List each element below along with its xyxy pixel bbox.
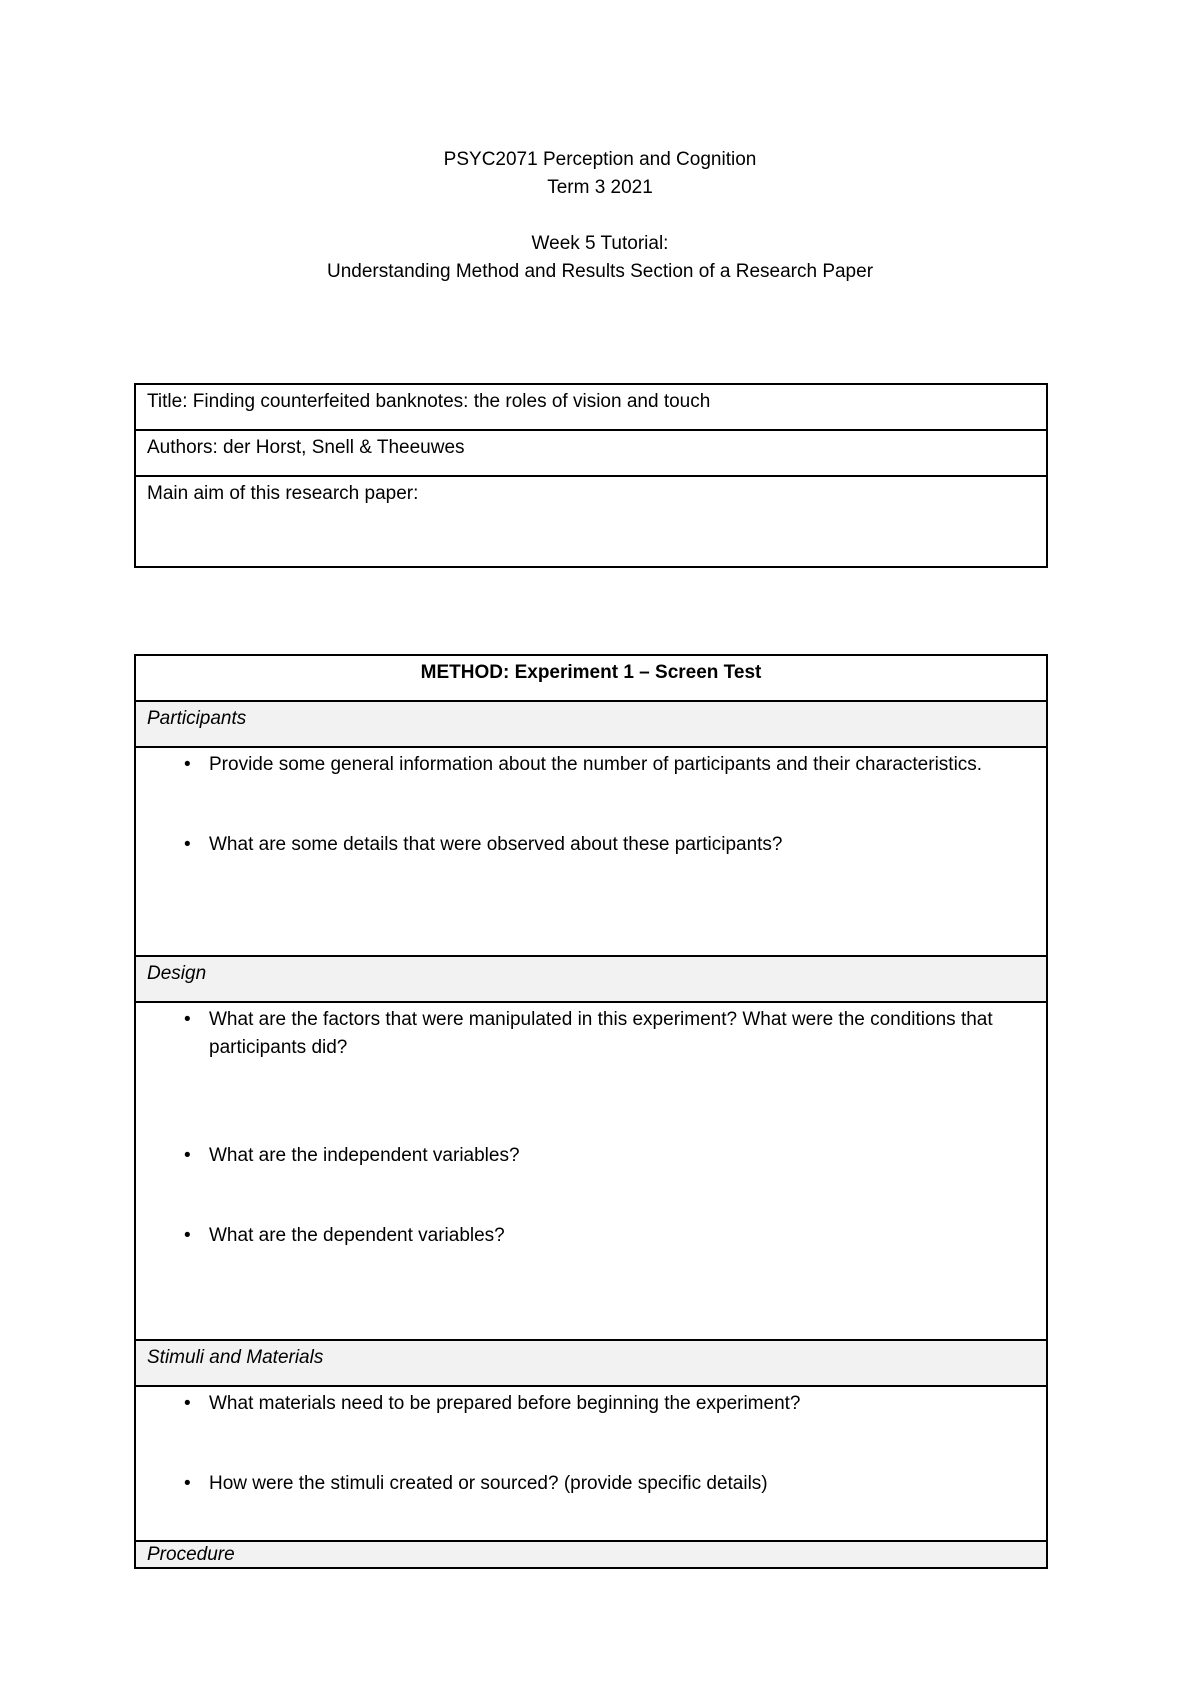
method-heading: METHOD: Experiment 1 – Screen Test: [135, 655, 1047, 701]
list-item: [147, 1006, 1035, 1062]
week-label: Week 5 Tutorial:: [531, 233, 669, 254]
question-text: How were the stimuli created or sourced? (provide specific details): [209, 1473, 768, 1494]
section-label-stimuli: Stimuli and Materials: [135, 1340, 1047, 1386]
term-label: Term 3 2021: [547, 177, 653, 198]
table-row: [135, 701, 1047, 747]
table-row: [135, 384, 1047, 430]
bullet-icon: •: [184, 1473, 191, 1494]
question-text: What are the dependent variables?: [209, 1225, 505, 1246]
question-text: Provide some general information about the number of participants and their characteristics.: [209, 754, 983, 775]
bullet-icon: •: [184, 754, 191, 775]
question-text: What are the independent variables?: [209, 1145, 520, 1166]
table-row: [135, 655, 1047, 701]
paper-aim-cell: Main aim of this research paper:: [135, 476, 1047, 567]
paper-authors-cell: Authors: der Horst, Snell & Theeuwes: [135, 430, 1047, 476]
design-question-list: [147, 1006, 1035, 1250]
tutorial-subtitle: Understanding Method and Results Section of a Research Paper: [326, 261, 874, 282]
question-text: What materials need to be prepared before beginning the experiment?: [209, 1393, 801, 1414]
stimuli-question-list: [147, 1390, 1035, 1498]
table-row: [135, 1541, 1047, 1568]
design-answer-cell: [135, 1002, 1047, 1340]
table-row: [135, 956, 1047, 1002]
table-row: [135, 1002, 1047, 1340]
list-item: [147, 1470, 1035, 1498]
bullet-icon: •: [184, 1145, 191, 1166]
participants-question-list: [147, 751, 1035, 859]
participants-answer-cell: [135, 747, 1047, 956]
list-item: [147, 751, 1035, 779]
list-item: [147, 1390, 1035, 1418]
table-row: [135, 476, 1047, 567]
section-label-participants: Participants: [135, 701, 1047, 747]
section-label-design: Design: [135, 956, 1047, 1002]
table-row: [135, 1386, 1047, 1541]
bullet-icon: •: [184, 834, 191, 855]
table-row: [135, 1340, 1047, 1386]
bullet-icon: •: [184, 1225, 191, 1246]
paper-title-cell: Title: Finding counterfeited banknotes: the roles of vision and touch: [135, 384, 1047, 430]
paper-info-table: [134, 383, 1048, 568]
list-item: [147, 1222, 1035, 1250]
table-row: [135, 747, 1047, 956]
method-table: [134, 654, 1048, 1569]
bullet-icon: •: [184, 1393, 191, 1414]
table-row: [135, 430, 1047, 476]
question-text: What are the factors that were manipulated in this experiment? What were the conditions that participants did?: [209, 1009, 993, 1058]
list-item: [147, 1142, 1035, 1170]
list-item: [147, 831, 1035, 859]
course-title: PSYC2071 Perception and Cognition: [443, 149, 757, 170]
bullet-icon: •: [184, 1009, 191, 1030]
section-label-procedure: Procedure: [135, 1541, 1047, 1568]
question-text: What are some details that were observed about these participants?: [209, 834, 783, 855]
stimuli-answer-cell: [135, 1386, 1047, 1541]
